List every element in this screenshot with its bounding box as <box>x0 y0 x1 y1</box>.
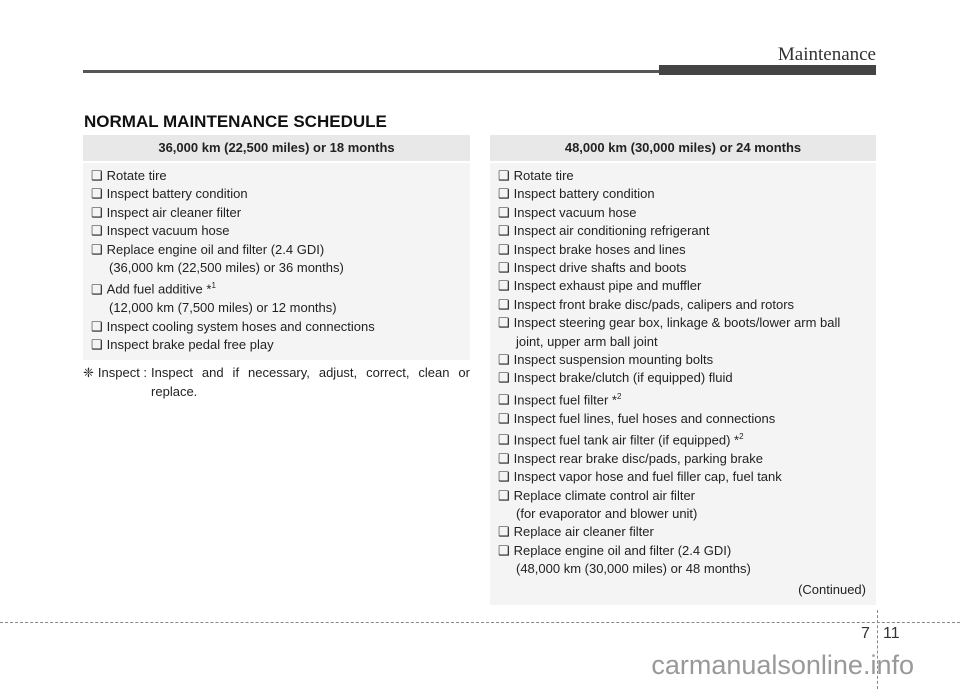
item-text: Inspect fuel tank air filter (if equipped) * <box>513 432 740 448</box>
checklist-item <box>91 336 460 354</box>
checkbox-icon: ❑ <box>91 186 103 202</box>
footer-rule <box>0 622 960 623</box>
item-text: Inspect fuel filter * <box>513 392 617 408</box>
item-text: Inspect air conditioning refrigerant <box>513 223 710 239</box>
item-text: Inspect air cleaner filter <box>106 204 242 220</box>
checklist-item <box>91 204 460 222</box>
item-text: Replace climate control air filter <box>513 487 696 503</box>
item-text: Inspect brake/clutch (if equipped) fluid <box>513 370 733 386</box>
item-text: Inspect exhaust pipe and muffler <box>513 278 702 294</box>
item-text: Replace air cleaner filter <box>513 524 654 540</box>
item-text: Inspect fuel lines, fuel hoses and connections <box>513 410 776 426</box>
checklist-item <box>498 259 866 277</box>
watermark: carmanualsonline.info <box>651 650 914 680</box>
item-text: Inspect vacuum hose <box>106 223 230 239</box>
section-title: Maintenance <box>777 44 876 65</box>
header-bar <box>659 65 876 75</box>
checklist-item <box>91 185 460 203</box>
item-text: Inspect battery condition <box>106 186 248 202</box>
checkbox-icon: ❑ <box>498 352 510 368</box>
checklist-item <box>498 277 866 295</box>
item-detail: (for evaporator and blower unit) <box>516 505 698 521</box>
checklist <box>490 163 876 605</box>
checklist-item <box>498 410 866 428</box>
item-detail: (36,000 km (22,500 miles) or 36 months) <box>109 260 344 276</box>
checkbox-icon: ❑ <box>498 241 510 257</box>
checklist-item <box>498 204 866 222</box>
chapter-number: 7 <box>861 625 870 642</box>
checkbox-icon: ❑ <box>91 204 103 220</box>
item-text: Inspect cooling system hoses and connections <box>106 318 375 334</box>
checklist-item <box>498 351 866 369</box>
item-detail: (48,000 km (30,000 miles) or 48 months) <box>516 561 751 577</box>
item-text: Inspect vapor hose and fuel filler cap, fuel tank <box>513 469 782 485</box>
item-text: Inspect steering gear box, linkage & boots/lower arm ball <box>513 315 841 331</box>
checkbox-icon: ❑ <box>498 260 510 276</box>
checkbox-icon: ❑ <box>498 410 510 426</box>
checkbox-icon: ❑ <box>498 487 510 503</box>
item-text: Inspect brake pedal free play <box>106 336 274 352</box>
checkbox-icon: ❑ <box>498 392 510 408</box>
checkbox-icon: ❑ <box>498 223 510 239</box>
checkbox-icon: ❑ <box>498 469 510 485</box>
checkbox-icon: ❑ <box>498 542 510 558</box>
item-text: Inspect brake hoses and lines <box>513 241 686 257</box>
item-text: Inspect vacuum hose <box>513 204 637 220</box>
checklist-item <box>498 369 866 387</box>
checklist-item <box>91 241 460 259</box>
checklist-item <box>498 428 866 450</box>
checklist-item <box>91 222 460 240</box>
checklist-item <box>498 222 866 240</box>
item-text: Inspect drive shafts and boots <box>513 260 687 276</box>
note-text: Inspect and if necessary, adjust, correct, clean or replace. <box>151 365 470 399</box>
checkbox-icon: ❑ <box>91 336 103 352</box>
checklist <box>83 163 470 360</box>
checkbox-icon: ❑ <box>498 296 510 312</box>
checklist-item <box>498 185 866 203</box>
item-text: Inspect rear brake disc/pads, parking brake <box>513 450 763 466</box>
checklist-item <box>498 388 866 410</box>
page-title: NORMAL MAINTENANCE SCHEDULE <box>84 112 387 131</box>
page-number: 11 <box>883 625 900 642</box>
item-text: Inspect battery condition <box>513 186 655 202</box>
note-label: Inspect : <box>97 365 148 381</box>
schedule-48000 <box>490 135 876 605</box>
checklist-item <box>498 523 866 541</box>
item-text: Inspect front brake disc/pads, calipers and rotors <box>513 296 795 312</box>
checkbox-icon: ❑ <box>91 223 103 239</box>
footnote-ref: 2 <box>616 391 622 401</box>
checkbox-icon: ❑ <box>498 168 510 183</box>
item-text: Rotate tire <box>513 168 574 183</box>
checklist-item <box>498 468 866 486</box>
checkbox-icon: ❑ <box>498 186 510 202</box>
checklist-item <box>498 487 866 505</box>
checkbox-icon: ❑ <box>498 370 510 386</box>
checklist-item <box>91 318 460 336</box>
inspect-note <box>83 364 470 401</box>
item-text: Inspect suspension mounting bolts <box>513 352 714 368</box>
checklist-item <box>498 167 866 185</box>
continued-label: (Continued) <box>798 581 866 597</box>
checkbox-icon: ❑ <box>91 281 103 297</box>
checkbox-icon: ❑ <box>91 168 103 183</box>
checklist-item <box>498 542 866 560</box>
checkbox-icon: ❑ <box>498 315 510 331</box>
checkbox-icon: ❑ <box>498 432 510 448</box>
footnote-ref: 1 <box>211 281 216 291</box>
checkbox-icon: ❑ <box>91 318 103 334</box>
item-detail: (12,000 km (7,500 miles) or 12 months) <box>109 300 337 316</box>
item-text: Add fuel additive * <box>106 281 212 297</box>
column-heading: 36,000 km (22,500 miles) or 18 months <box>83 135 470 161</box>
item-detail: joint, upper arm ball joint <box>516 333 658 349</box>
checklist-item <box>498 296 866 314</box>
checkbox-icon: ❑ <box>91 241 103 257</box>
item-text: Replace engine oil and filter (2.4 GDI) <box>106 241 325 257</box>
checkbox-icon: ❑ <box>498 524 510 540</box>
item-text: Replace engine oil and filter (2.4 GDI) <box>513 542 732 558</box>
schedule-36000 <box>83 135 470 401</box>
checklist-item <box>498 450 866 468</box>
checkbox-icon: ❑ <box>498 278 510 294</box>
footnote-ref: 2 <box>739 432 744 442</box>
checklist-item <box>91 167 460 185</box>
checklist-item <box>91 277 460 299</box>
checklist-item <box>498 241 866 259</box>
checkbox-icon: ❑ <box>498 204 510 220</box>
checklist-item <box>498 314 866 332</box>
note-symbol: ❈ <box>83 365 94 381</box>
item-text: Rotate tire <box>106 168 167 183</box>
checkbox-icon: ❑ <box>498 450 510 466</box>
column-heading: 48,000 km (30,000 miles) or 24 months <box>490 135 876 161</box>
